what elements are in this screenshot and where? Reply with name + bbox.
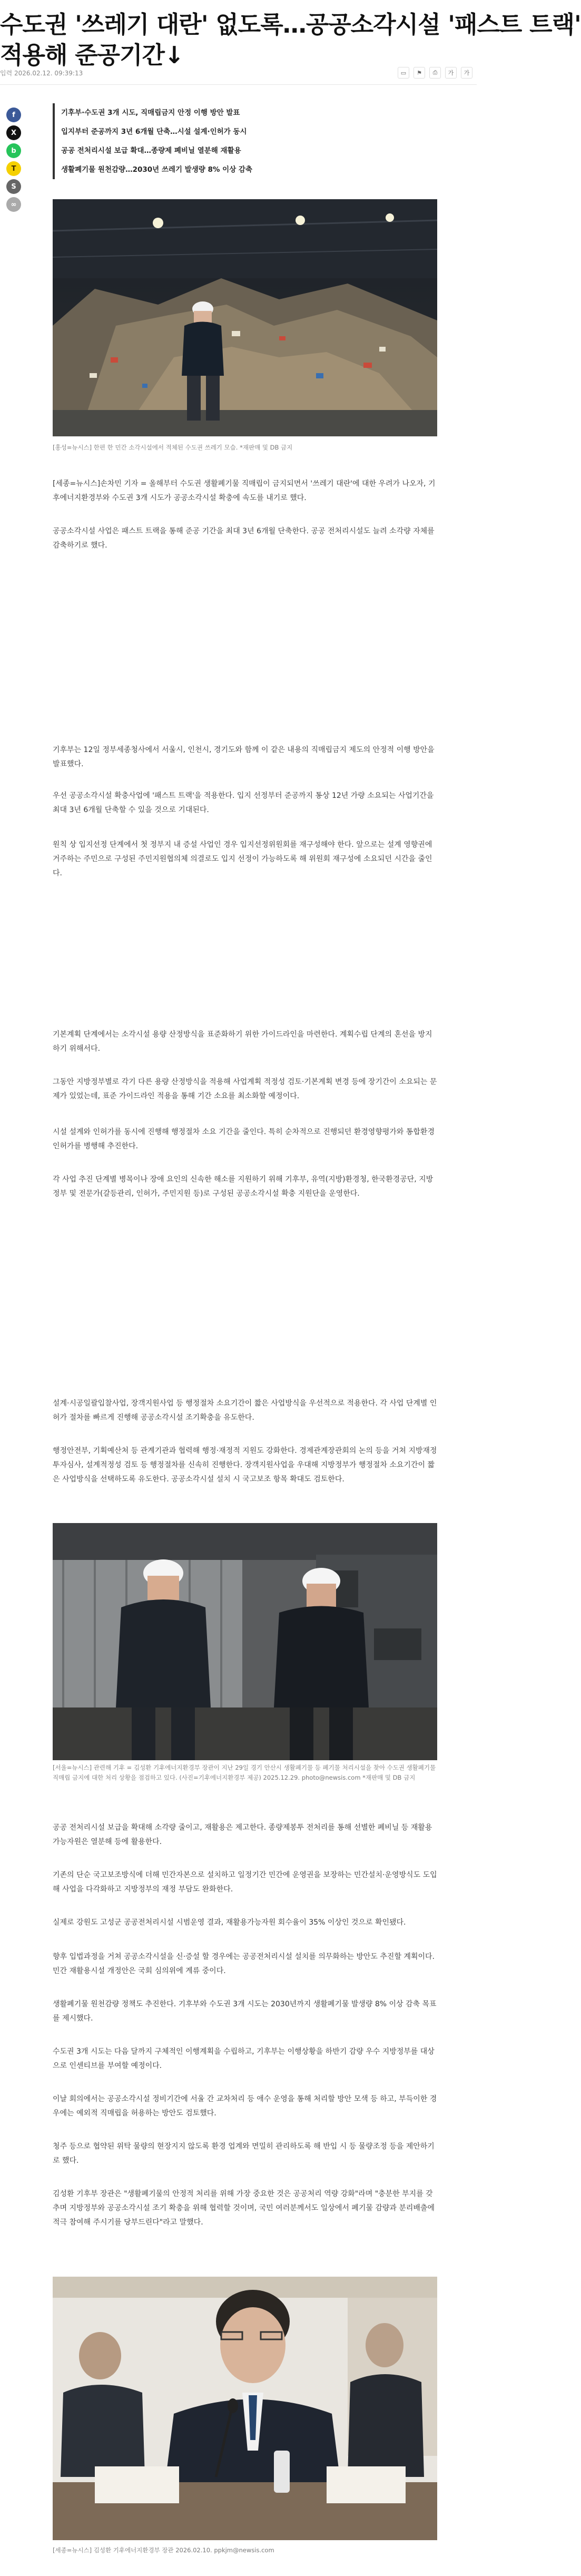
summary-line: 입지부터 준공까지 3년 6개월 단축…시설 설계·인허가 동시 [61,128,247,136]
article-paragraph: 청주 등으로 협약된 위탁 물량의 현장지지 않도록 환경 업계와 면밀히 관리하도록 해 반입 시 등 물량조정 등을 제안하기로 했다. [53,2142,435,2165]
article-paragraph: 기존의 단순 국고보조방식에 더해 민간자본으로 설치하고 일정기간 민간에 운영권을 보장하는 민간설치·운영방식도 도입해 사업을 다각화하고 지방정부의 재정 부담도 완화한다. [53,1871,437,1894]
article-paragraph: 각 사업 추진 단계별 병목이나 장애 요인의 신속한 해소를 지원하기 위해 기후부, 유역(지방)환경청, 한국환경공단, 지방정부 및 전문가(갈등관리, 인허가, 주민지원 등)로 구성된 공공소각시설 확충 지원단을 운영한다. [53,1175,434,1198]
photo-caption: [홍성=뉴시스] 한편 한 민간 소각시설에서 적체된 수도권 쓰레기 모습. *재판매 및 DB 금지 [53,444,293,451]
article-paragraph: 이날 회의에서는 공공소각시설 정비기간에 서울 간 교차처리 등 애수 운영을 통해 처리할 방안 모색 등 하고, 부득이한 경우에는 예외적 직매립을 허용하는 방안도 검토했다. [53,2095,437,2118]
article-paragraph: 향후 입법과정을 거쳐 공공소각시설을 신·증설 할 경우에는 공공전처리시설 설치를 의무화하는 방안도 추진할 계획이다. 민간 재활용시설 개정안은 국회 심의위에 계류 중이다. [53,1953,435,1975]
article-paragraph: 기후부는 12일 정부세종청사에서 서울시, 인천시, 경기도와 함께 이 같은 내용의 직매립금지 제도의 안정적 이행 방안을 발표했다. [53,746,435,768]
headline-line-1: 수도권 '쓰레기 대란' 없도록…공공소각시설 '패스트 트랙' [0,11,581,38]
article-paragraph: 공공 전처리시설 보급을 확대해 소각량 줄이고, 재활용은 제고한다. 종량제봉투 전처리를 통해 선별한 폐비닐 등 재활용가능자원은 열분해 등에 활용한다. [53,1823,432,1846]
article-paragraph: 행정안전부, 기획예산처 등 관계기관과 협력해 행정·재정적 지원도 강화한다. 경제관계장관회의 논의 등을 거쳐 지방재정투자심사, 설계적정성 검토 등 행정절차를 신속히 진행한다. 장객지원사업을 우대해 지방정부가 행정절차 소요기간이 짧은 사업방식을 선택하도록 유도한다. 공공소각시설 설치 시 국고보조 항목 확대도 검토한다. [53,1447,437,1484]
report-icon[interactable]: ⚑ [413,67,425,79]
waste-facility-illustration [53,199,437,436]
band-share-icon[interactable]: b [6,143,21,158]
article-paragraph: 생활폐기물 원천감량 정책도 추진한다. 기후부와 수도권 3개 시도는 2030년까지 생활폐기물 발생량 8% 이상 감축 목표를 제시했다. [53,2000,437,2023]
dateline: 입력 2026.02.12. 09:39:13 [0,70,83,77]
photo-caption: [세종=뉴시스] 김성환 기후에너지환경부 장관 2026.02.10. ppkjm@newsis.com [53,2546,274,2554]
photo-site-inspection [53,1523,437,1760]
minister-meeting-illustration [53,2277,437,2540]
article-paragraph: 공공소각시설 사업은 패스트 트랙을 통해 준공 기간을 최대 3년 6개월 단축한다. 공공 전처리시설도 늘려 소각량 자체를 감축하기로 했다. [53,527,435,550]
article-paragraph: 원칙 상 입지선정 단계에서 첫 정부지 내 증설 사업인 경우 입지선정위원회를 재구성해야 한다. 앞으로는 설계 영향권에 거주하는 주민으로 구성된 주민지원협의체 의결로도 입지 선정이 가능하도록 해 위원회 재구성에 소요되던 시간을 줄인다. [53,841,432,877]
summary-line: 생활폐기물 원천감량…2030년 쓰레기 발생량 8% 이상 감축 [61,165,253,174]
article-paragraph: 수도권 3개 시도는 다음 달까지 구체적인 이행계획을 수립하고, 기후부는 이행상황을 하반기 감량 우수 지방정부를 대상으로 인센티브를 부여할 예정이다. [53,2047,435,2070]
article-paragraph: 설계·시공일괄입찰사업, 장객지원사업 등 행정절차 소요기간이 짧은 사업방식을 우선적으로 적용한다. 각 사업 단계별 인허가 절차를 빠르게 진행해 공공소각시설 조기확충을 유도한다. [53,1399,437,1422]
article-summary [53,103,419,179]
article-paragraph: 기본계획 단계에서는 소각시설 용량 산정방식을 표준화하기 위한 가이드라인을 마련한다. 계획수립 단계의 혼선을 방지하기 위해서다. [53,1030,432,1053]
article-toolbar [398,67,472,79]
article-paragraph: [세종=뉴시스]손차민 기자 = 올해부터 수도권 생활폐기물 직매립이 금지되면서 '쓰레기 대란'에 대한 우려가 나오자, 기후에너지환경부와 수도권 3개 시도가 공공소각시설 확충에 속도를 내기로 했다. [53,480,436,502]
summary-line: 기후부·수도권 3개 시도, 직매립금지 안정 이행 방안 발표 [61,109,240,117]
link-copy-icon[interactable]: ∞ [6,197,21,212]
font-increase-button[interactable]: 가 [461,67,472,79]
article-paragraph: 시설 설계와 인허가를 동시에 진행해 행정절차 소요 기간을 줄인다. 특히 순차적으로 진행되던 환경영향평가와 통합환경인허가를 병행해 추진한다. [53,1128,435,1150]
article-paragraph: 그동안 지방정부별로 각기 다른 용량 산정방식을 적용해 사업계획 적정성 검토·기본계획 변경 등에 장기간이 소요되는 문제가 있었는데, 표준 가이드라인 적용을 통해 기간 소요를 최소화할 예정이다. [53,1078,437,1100]
print-icon[interactable]: ⎙ [429,67,441,79]
kakaostory-share-icon[interactable]: S [6,179,21,194]
headline-line-2: 적용해 준공기간↓ [0,41,184,69]
header-divider [0,84,477,85]
article-paragraph: 우선 공공소각시설 확충사업에 '패스트 트랙'을 적용한다. 입지 선정부터 준공까지 통상 12년 가량 소요되는 사업기간을 최대 3년 6개월 단축할 수 있을 것으로 기대된다. [53,792,434,814]
photo-minister-briefing [53,2277,437,2540]
font-decrease-button[interactable]: 가 [445,67,457,79]
headline [0,9,581,71]
photo-waste-pile [53,199,437,436]
kakaotalk-share-icon[interactable]: T [6,161,21,176]
facebook-share-icon[interactable]: f [6,108,21,122]
summary-line: 공공 전처리시설 보급 확대…종량제 폐비닐 열분해 재활용 [61,147,241,155]
bookmark-icon[interactable]: ▭ [398,67,409,79]
article-paragraph: 김성환 기후부 장관은 "생활폐기물의 안정적 처리를 위해 가장 중요한 것은 공공처리 역량 강화"라며 "충분한 부지를 갖추며 지방정부와 공공소각시설 조기 확충을 위해 협력할 것이며, 국민 여러분께서도 일상에서 폐기물 감량과 분리배출에 적극 참여해 주시기를 당부드린다"라고 말했다. [53,2190,435,2227]
photo-caption: [서울=뉴시스] 관련해 기후 = 김성환 기후에너지환경부 장관이 지난 29일 경기 안산시 생활폐기물 등 폐기물 처리시설을 찾아 수도권 생활폐기물 직매립 금지에 대한 처리 상황을 점검하고 있다. (사진=기후에너지환경부 제공) 2025.12.29. photo@newsis.com *재판매 및 DB 금지 [53,1764,436,1781]
article-paragraph: 실제로 강원도 고성군 공공전처리시설 시범운영 결과, 재활용가능자원 회수율이 35% 이상인 것으로 확인됐다. [53,1918,406,1927]
site-inspection-illustration [53,1523,437,1760]
x-share-icon[interactable]: X [6,125,21,140]
